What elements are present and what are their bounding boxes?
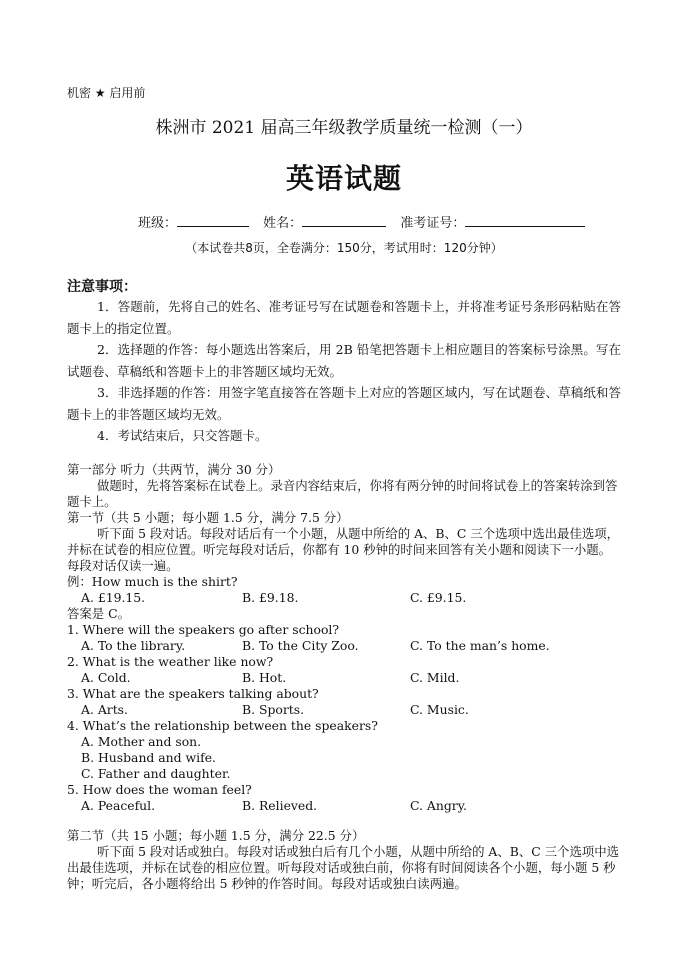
option-a: A. Arts.	[81, 702, 128, 717]
option-a: A. To the library.	[81, 638, 186, 653]
exam-info: （本试卷共8页，全卷满分：150分，考试用时：120分钟）	[185, 241, 503, 255]
option-b: B. To the City Zoo.	[242, 638, 359, 653]
option-b: B. Sports.	[242, 702, 305, 717]
example-answer: 答案是 C。	[67, 606, 130, 621]
subject-title: 英语试题	[285, 162, 402, 195]
question-1: 1. Where will the speakers go after school?	[67, 622, 340, 637]
option-c: C. £9.15.	[410, 590, 467, 605]
notes-heading: 注意事项：	[67, 279, 137, 295]
section2-title: 第二节（共 15 小题；每小题 1.5 分，满分 22.5 分）	[67, 828, 365, 843]
example-options	[67, 590, 622, 606]
notes-list	[67, 296, 621, 447]
section1-intro: 听下面 5 段对话。每段对话后有一个小题，从题中所给的 A、B、C 三个选项中选出最佳选项，并标在试卷的相应位置。听完每段对话后，你都有 10 秒钟的时间来回答有关小题和阅读下一小题。每段对话仅读一遍。	[67, 526, 620, 573]
example-question: 例：How much is the shirt?	[67, 574, 238, 589]
option-b: B. £9.18.	[242, 590, 299, 605]
id-blank[interactable]	[465, 214, 585, 227]
option-a: A. £19.15.	[81, 590, 146, 605]
option-c: C. Father and daughter.	[81, 766, 231, 781]
question-3: 3. What are the speakers talking about?	[67, 686, 319, 701]
note-item: 1．答题前，先将自己的姓名、准考证号写在试题卷和答题卡上，并将准考证号条形码粘贴在答题卡上的指定位置。	[67, 299, 621, 336]
section-gap	[67, 814, 622, 828]
candidate-fields	[138, 212, 595, 231]
option-a: A. Peaceful.	[81, 798, 156, 813]
option-c: C. Mild.	[410, 670, 460, 685]
section1-title: 第一节（共 5 小题；每小题 1.5 分，满分 7.5 分）	[67, 510, 349, 525]
part1-title: 第一部分 听力（共两节，满分 30 分）	[67, 462, 281, 477]
option-c: C. To the man’s home.	[410, 638, 550, 653]
confidential-mark: 机密 ★ 启用前	[67, 86, 146, 100]
question-3-options	[67, 702, 622, 718]
option-b: B. Relieved.	[242, 798, 318, 813]
id-label: 准考证号：	[400, 216, 466, 231]
note-item: 4．考试结束后，只交答题卡。	[97, 428, 268, 443]
note-item: 2．选择题的作答：每小题选出答案后，用 2B 铅笔把答题卡上相应题目的答案标号涂黑。写在试题卷、草稿纸和答题卡上的非答题区域均无效。	[67, 342, 621, 379]
name-label: 姓名：	[263, 216, 303, 231]
option-a: A. Mother and son.	[81, 734, 202, 749]
class-blank[interactable]	[177, 214, 249, 227]
section2-intro: 听下面 5 段对话或独白。每段对话或独白后有几个小题，从题中所给的 A、B、C 三个选项中选出最佳选项，并标在试卷的相应位置。听每段对话或独白前，你将有时间阅读各个小题，每小题 5 秒钟；听完后，各小题将给出 5 秒钟的作答时间。每段对话或独白读两遍。	[67, 844, 620, 891]
name-blank[interactable]	[302, 214, 386, 227]
question-5-options	[67, 798, 622, 814]
class-label: 班级：	[138, 216, 178, 231]
listening-part	[67, 462, 622, 892]
note-item: 3．非选择题的作答：用签字笔直接答在答题卡上对应的答题区域内，写在试题卷、草稿纸和答题卡上的非答题区域均无效。	[67, 385, 621, 422]
question-2-options	[67, 670, 622, 686]
option-a: A. Cold.	[81, 670, 131, 685]
option-b: B. Husband and wife.	[81, 750, 216, 765]
option-b: B. Hot.	[242, 670, 287, 685]
part1-intro: 做题时，先将答案标在试卷上。录音内容结束后，你将有两分钟的时间将试卷上的答案转涂到答题卡上。	[67, 478, 618, 509]
question-4: 4. What’s the relationship between the speakers?	[67, 718, 378, 733]
option-c: C. Music.	[410, 702, 469, 717]
question-1-options	[67, 638, 622, 654]
option-c: C. Angry.	[410, 798, 467, 813]
exam-title: 株洲市 2021 届高三年级教学质量统一检测（一）	[155, 118, 533, 138]
question-5: 5. How does the woman feel?	[67, 782, 252, 797]
question-2: 2. What is the weather like now?	[67, 654, 274, 669]
